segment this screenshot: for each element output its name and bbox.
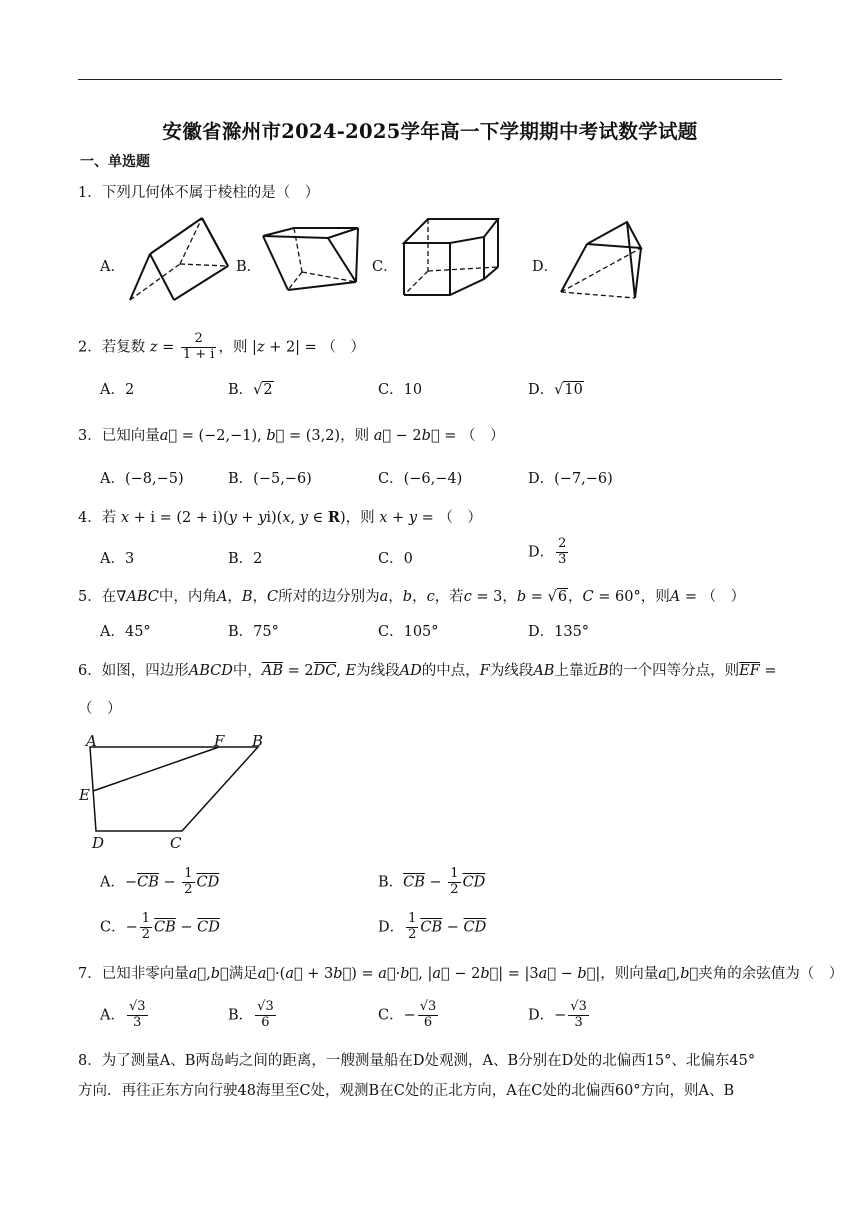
label-d: D — [92, 834, 105, 852]
question-3-stem: 3．已知向量a⃗ = (−2,−1), b⃗ = (3,2)，则 a⃗ − 2b⃗ = （ ） — [78, 428, 505, 444]
question-8-line-1: 8．为了测量A、B两岛屿之间的距离，一艘测量船在D处观测，A、B分别在D处的北偏西15°、北偏东45° — [78, 1053, 756, 1069]
label-c: C — [170, 834, 182, 852]
q6-option-c: C．− $\frac{1}{2}$ $\overline{CB} - \overline{CD}$ — [100, 911, 220, 942]
q7-option-a: A． $\frac{√3}{3}$ — [100, 999, 146, 1030]
q3-option-a: A．(−8,−5) — [100, 471, 184, 487]
label-f: F — [214, 732, 225, 750]
q1-option-a: A． — [100, 259, 125, 275]
section-heading: 一、单选题 — [80, 154, 150, 170]
q3-option-b: B．(−5,−6) — [228, 471, 312, 487]
q5-option-a: A．45° — [100, 624, 151, 640]
q2-option-d: D．√10 — [528, 382, 583, 398]
question-2-stem: 2．若复数 z = $\frac{2}{1 + i}$ ，则 |z + 2| = （ ） — [78, 331, 365, 362]
quadrilateral-figure — [76, 730, 276, 852]
q7-option-b: B． $\frac{√3}{6}$ — [228, 999, 274, 1030]
q2-option-b: B．√2 — [228, 382, 273, 398]
q4-option-a: A．3 — [100, 551, 135, 567]
q2-option-a: A．2 — [100, 382, 135, 398]
q7-option-d: D．− $\frac{√3}{3}$ — [528, 999, 587, 1030]
pyramid-figure — [555, 218, 655, 302]
q1-option-c: C． — [372, 259, 398, 275]
prism-box-figure — [258, 222, 366, 298]
question-6-paren: （ ） — [78, 701, 122, 717]
label-a: A — [86, 732, 97, 750]
q2-option-c: C．10 — [378, 382, 423, 398]
q3-option-d: D．(−7,−6) — [528, 471, 613, 487]
q3-option-c: C．(−6,−4) — [378, 471, 463, 487]
question-1-stem: 1．下列几何体不属于棱柱的是（ ） — [78, 185, 320, 201]
q6-option-b: B．$\overline{CB}$ − $\frac{1}{2}$ $\overline{CD}$ — [378, 866, 486, 897]
question-6-stem: 6．如图，四边形ABCD中，$\overline{AB} = 2\overline{DC}$, E为线段AD的中点，F为线段AB上靠近B的一个四等分点，则$\overline{EF}$ = — [78, 663, 777, 679]
q6-option-a: A．$-\overline{CB}$ − $\frac{1}{2}$ $\overline{CD}$ — [100, 866, 220, 897]
header-rule — [78, 79, 782, 80]
q5-option-d: D．135° — [528, 624, 590, 640]
q4-option-b: B．2 — [228, 551, 263, 567]
question-5-stem: 5．在∇ABC中，内角A，B，C所对的边分别为a，b，c，若c = 3，b = √6，C = 60°，则A = （ ） — [78, 589, 746, 605]
label-b: B — [252, 732, 264, 750]
q5-option-c: C．105° — [378, 624, 439, 640]
label-e: E — [79, 786, 90, 804]
question-7-stem: 7．已知非零向量a⃗,b⃗满足a⃗·(a⃗ + 3b⃗) = a⃗·b⃗, |a⃗ − 2b⃗| = |3a⃗ − b⃗|，则向量a⃗,b⃗夹角的余弦值为（ ） — [78, 966, 844, 982]
q1-option-d: D． — [532, 259, 559, 275]
q5-option-b: B．75° — [228, 624, 279, 640]
q4-option-c: C．0 — [378, 551, 413, 567]
q7-option-c: C．− $\frac{√3}{6}$ — [378, 999, 437, 1030]
question-4-stem: 4．若 x + i = (2 + i)(y + yi)(x, y ∈ R)，则 x + y = （ ） — [78, 509, 482, 526]
page-title: 安徽省滁州市2024-2025学年高一下学期期中考试数学试题 — [162, 120, 698, 143]
prism-pentagonal-figure — [394, 215, 506, 303]
q6-option-d: D． $\frac{1}{2}$ $\overline{CB} - \overline{CD}$ — [378, 911, 487, 942]
q4-option-d: D． $\frac{2}{3}$ — [528, 536, 567, 567]
question-8-line-2: 方向．再往正东方向行驶48海里至C处，观测B在C处的正北方向，A在C处的北偏西60°方向，则A、B — [78, 1083, 735, 1099]
prism-triangular-figure — [120, 212, 240, 308]
q1-option-b: B． — [236, 259, 262, 275]
